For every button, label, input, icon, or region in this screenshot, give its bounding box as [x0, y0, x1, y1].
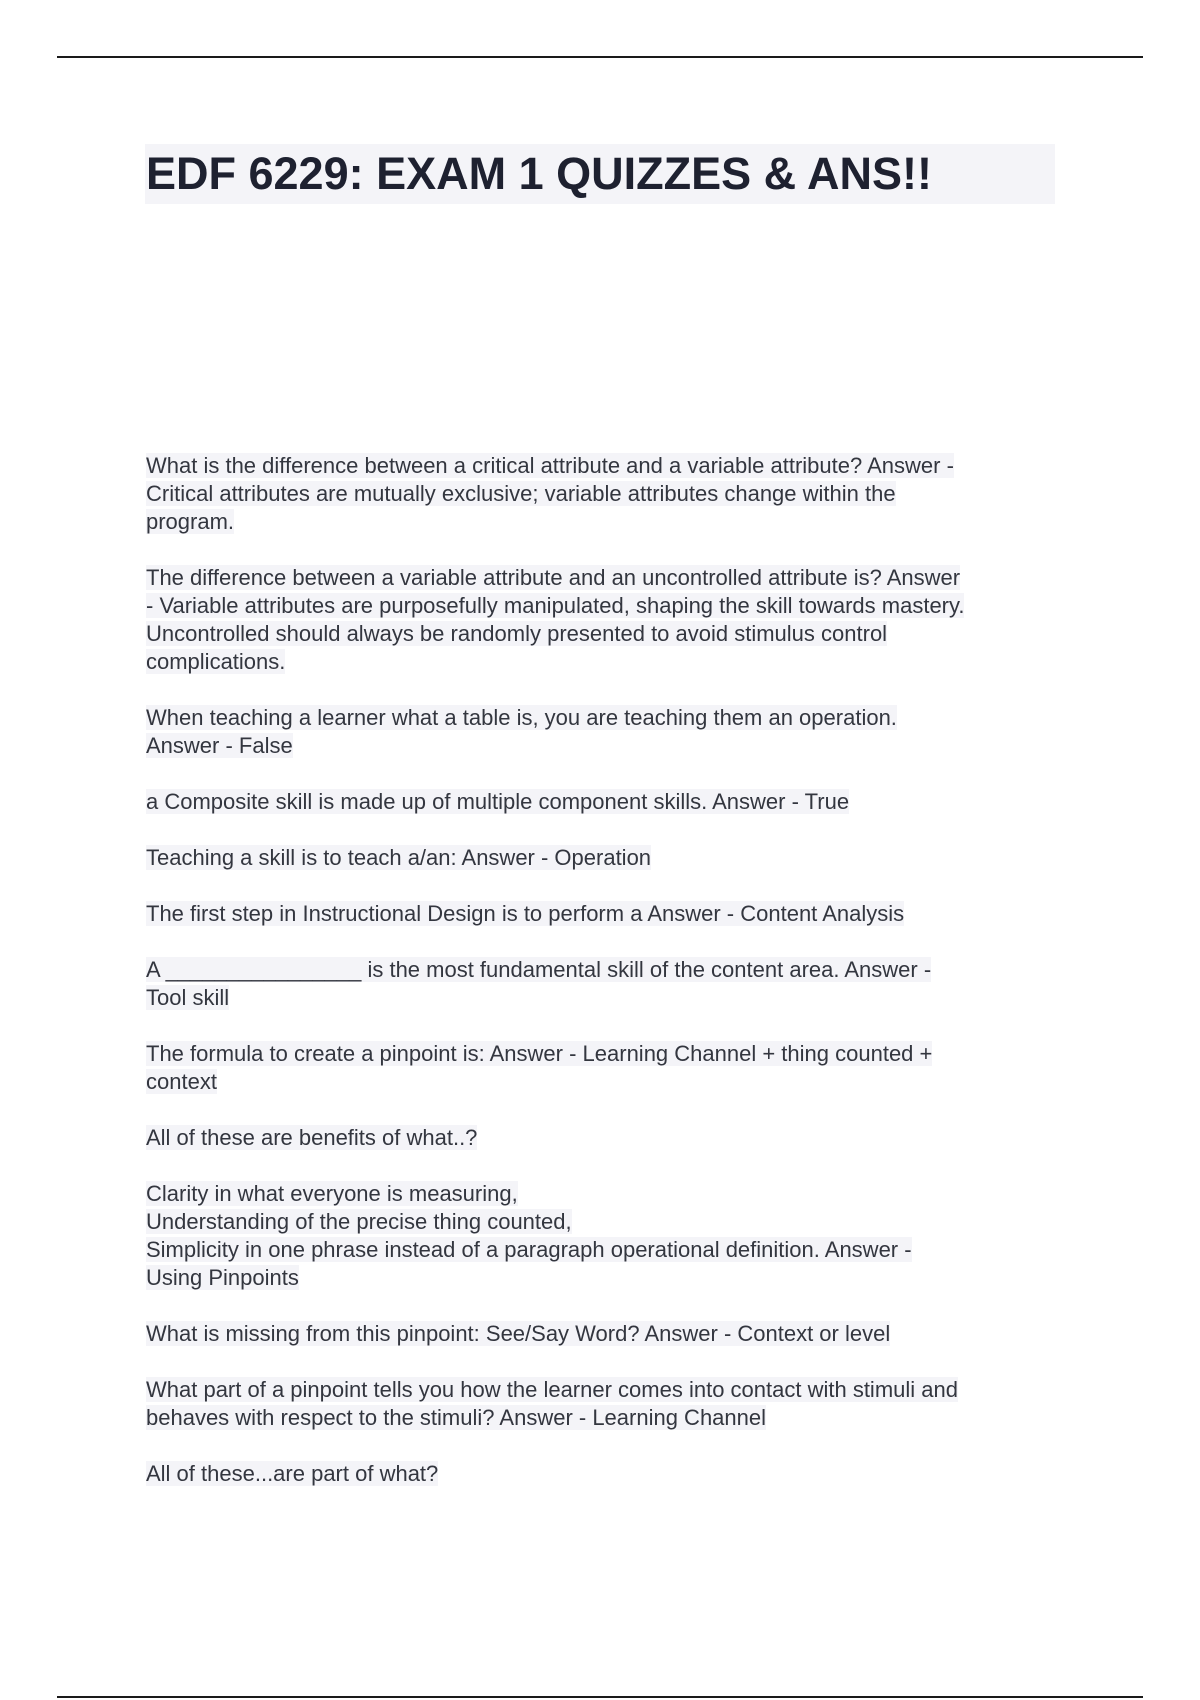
- qa-line-text: Teaching a skill is to teach a/an: Answer - Operation: [146, 845, 652, 870]
- qa-line: [146, 956, 1056, 984]
- qa-item: [146, 1124, 1056, 1152]
- qa-item: [146, 452, 1056, 536]
- qa-line: [146, 592, 1056, 620]
- qa-item: [146, 704, 1056, 760]
- qa-line-text: Simplicity in one phrase instead of a paragraph operational definition. Answer -: [146, 1237, 912, 1262]
- qa-line: [146, 732, 1056, 760]
- qa-line: [146, 984, 1056, 1012]
- qa-line: [146, 788, 1056, 816]
- qa-line: [146, 1208, 1056, 1236]
- top-rule: [57, 56, 1143, 58]
- qa-line-text: All of these...are part of what?: [146, 1461, 439, 1486]
- qa-line: [146, 620, 1056, 648]
- qa-line: [146, 704, 1056, 732]
- bottom-rule: [57, 1696, 1143, 1698]
- qa-item: [146, 1180, 1056, 1292]
- document-title: EDF 6229: EXAM 1 QUIZZES & ANS!!: [146, 148, 932, 199]
- qa-line-text: The difference between a variable attribute and an uncontrolled attribute is? Answer: [146, 565, 961, 590]
- qa-item: [146, 956, 1056, 1012]
- qa-item: [146, 788, 1056, 816]
- qa-line: [146, 452, 1056, 480]
- qa-line: [146, 648, 1056, 676]
- qa-line-text: context: [146, 1069, 217, 1094]
- question-answer-list: [146, 452, 1056, 1516]
- qa-line-text: Understanding of the precise thing counted,: [146, 1209, 572, 1234]
- qa-item: [146, 1320, 1056, 1348]
- qa-line-text: - Variable attributes are purposefully manipulated, shaping the skill towards mastery.: [146, 593, 965, 618]
- qa-line: [146, 1180, 1056, 1208]
- qa-line-text: The formula to create a pinpoint is: Answer - Learning Channel + thing counted +: [146, 1041, 933, 1066]
- qa-line: [146, 1264, 1056, 1292]
- qa-line: [146, 1376, 1056, 1404]
- qa-line: [146, 1236, 1056, 1264]
- qa-line: [146, 1460, 1056, 1488]
- qa-line: [146, 1320, 1056, 1348]
- qa-line: [146, 564, 1056, 592]
- qa-line-text: What is missing from this pinpoint: See/Say Word? Answer - Context or level: [146, 1321, 891, 1346]
- qa-line-text: Using Pinpoints: [146, 1265, 299, 1290]
- qa-line: [146, 1124, 1056, 1152]
- qa-item: [146, 844, 1056, 872]
- qa-line-text: Uncontrolled should always be randomly presented to avoid stimulus control: [146, 621, 888, 646]
- qa-line: [146, 1068, 1056, 1096]
- qa-line-text: complications.: [146, 649, 286, 674]
- qa-line-text: When teaching a learner what a table is, you are teaching them an operation.: [146, 705, 897, 730]
- qa-item: [146, 564, 1056, 676]
- qa-item: [146, 1460, 1056, 1488]
- qa-line-text: a Composite skill is made up of multiple component skills. Answer - True: [146, 789, 850, 814]
- qa-line-text: A ________________ is the most fundamental skill of the content area. Answer -: [146, 957, 932, 982]
- qa-line: [146, 1040, 1056, 1068]
- qa-line: [146, 508, 1056, 536]
- qa-line: [146, 900, 1056, 928]
- qa-line-text: Clarity in what everyone is measuring,: [146, 1181, 518, 1206]
- qa-line-text: What is the difference between a critical attribute and a variable attribute? Answer -: [146, 453, 954, 478]
- qa-line: [146, 844, 1056, 872]
- qa-line-text: Tool skill: [146, 985, 230, 1010]
- qa-line-text: Critical attributes are mutually exclusive; variable attributes change within the: [146, 481, 896, 506]
- qa-line-text: Answer - False: [146, 733, 293, 758]
- qa-line-text: program.: [146, 509, 235, 534]
- qa-item: [146, 900, 1056, 928]
- qa-line-text: behaves with respect to the stimuli? Answer - Learning Channel: [146, 1405, 767, 1430]
- qa-line: [146, 480, 1056, 508]
- qa-item: [146, 1376, 1056, 1432]
- qa-line: [146, 1404, 1056, 1432]
- qa-line-text: What part of a pinpoint tells you how the learner comes into contact with stimuli and: [146, 1377, 958, 1402]
- qa-item: [146, 1040, 1056, 1096]
- qa-line-text: All of these are benefits of what..?: [146, 1125, 478, 1150]
- qa-line-text: The first step in Instructional Design is to perform a Answer - Content Analysis: [146, 901, 905, 926]
